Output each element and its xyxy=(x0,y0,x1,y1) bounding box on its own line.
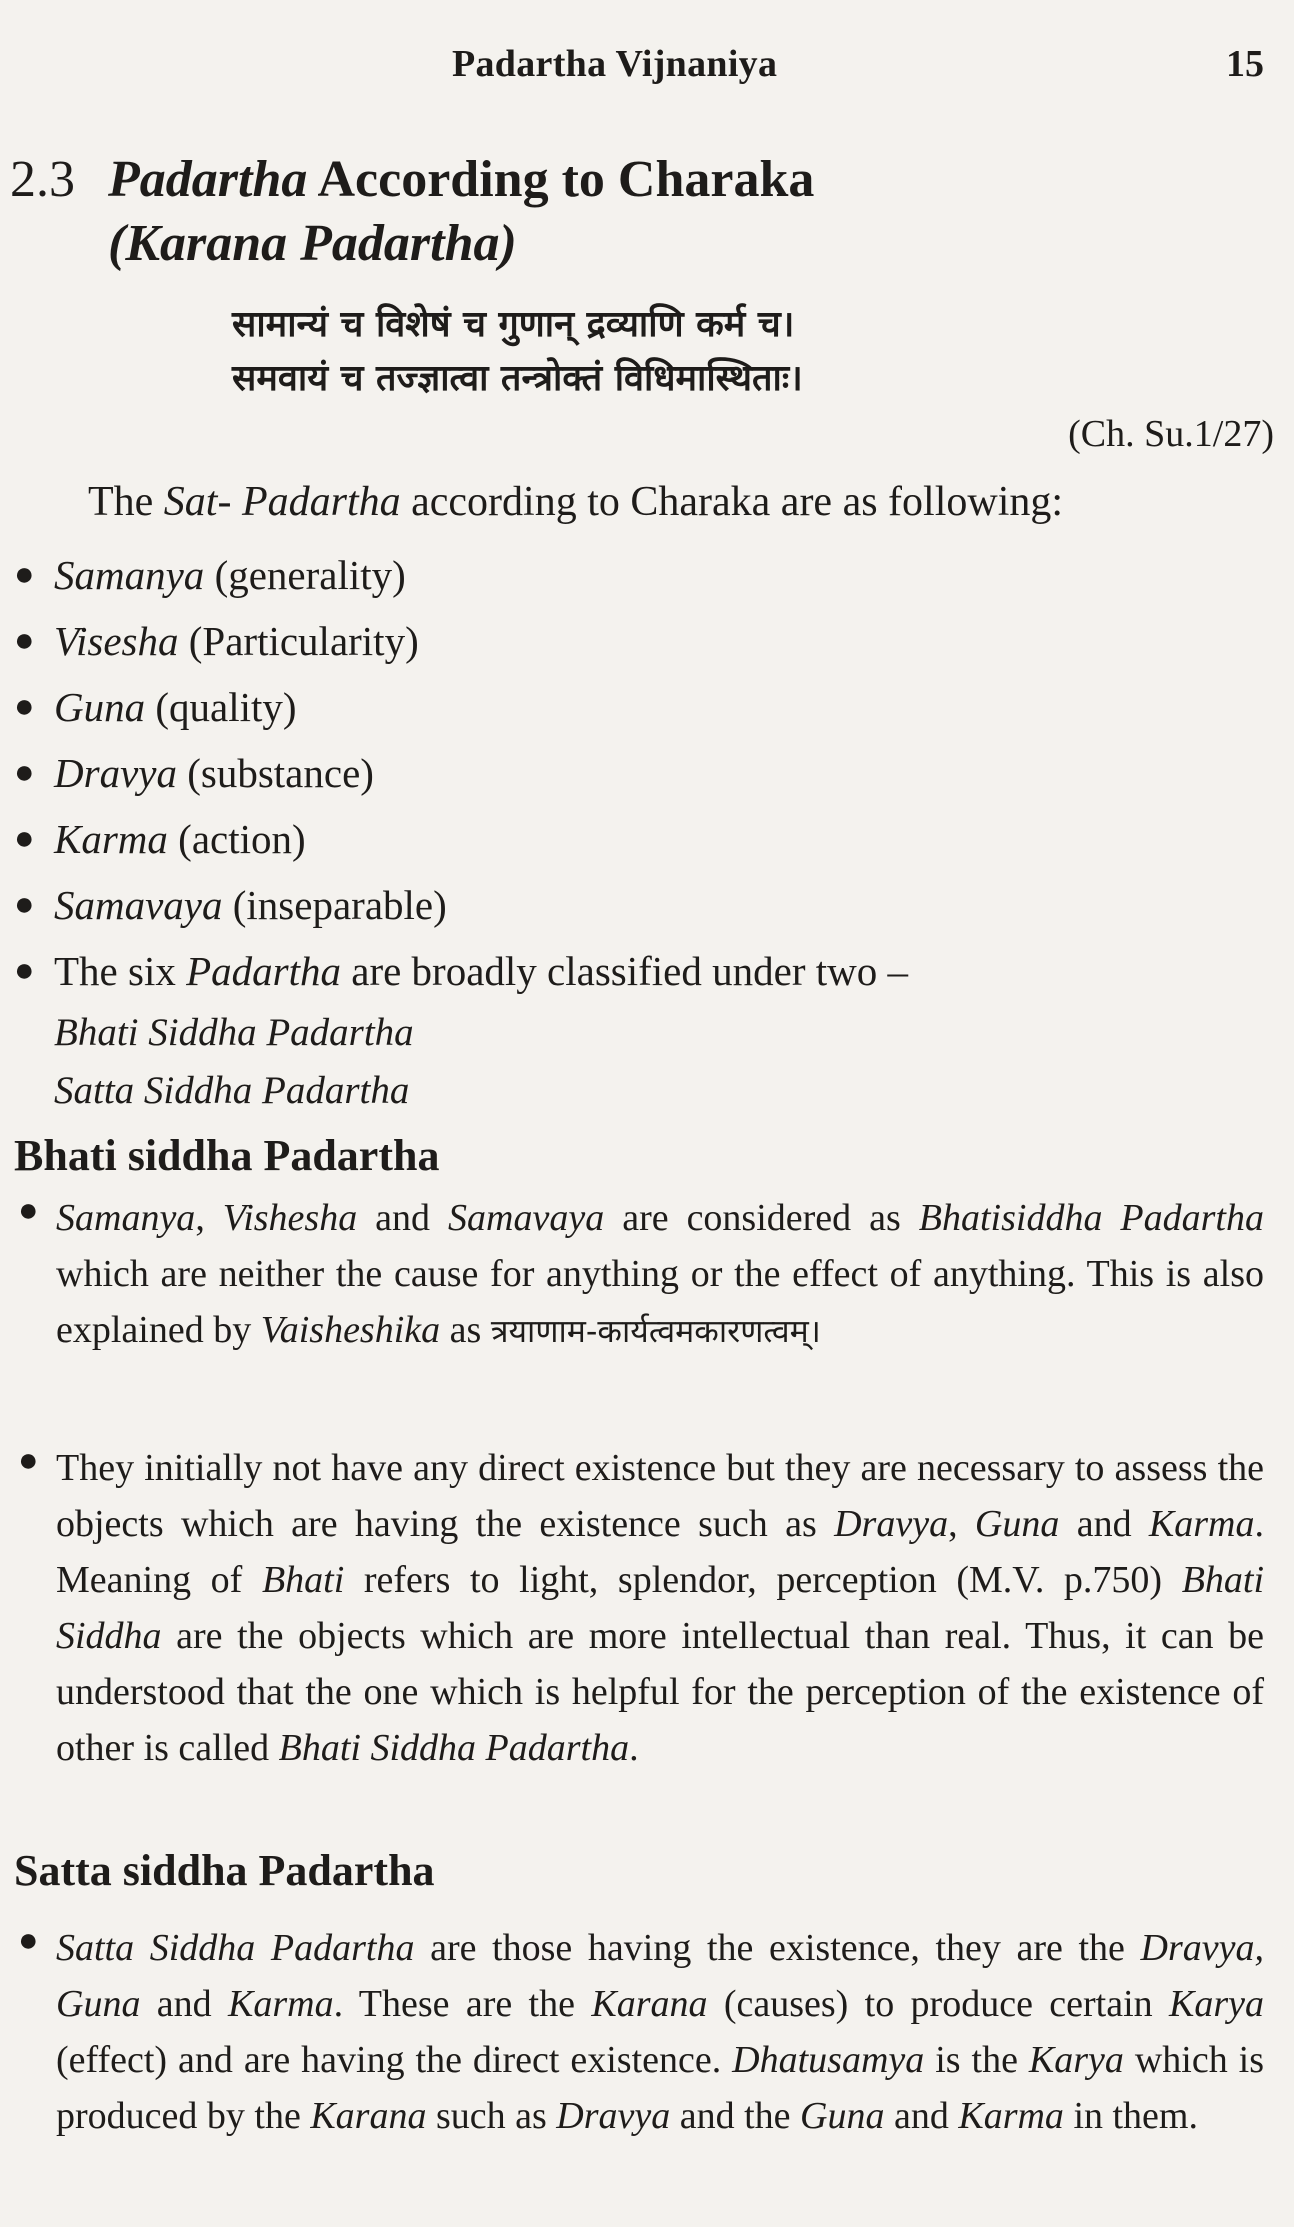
sanskrit-phrase: त्रयाणाम-कार्यत्वमकारणत्वम्। xyxy=(490,1312,821,1350)
list-item xyxy=(10,608,1260,674)
section-title xyxy=(10,148,814,276)
padartha-list xyxy=(10,542,1260,1120)
paragraph-text xyxy=(14,1440,1264,1776)
bullet-icon: ● xyxy=(18,1192,39,1229)
term: Dhatusamya xyxy=(732,2039,925,2081)
classification-post: are broadly classified under two – xyxy=(341,948,908,994)
text: They initially not have any direct existence but they are necessary to assess the objects which are having the existence such as xyxy=(56,1447,1264,1545)
section-title-rest: According to Charaka xyxy=(307,151,815,208)
text: and xyxy=(357,1197,449,1239)
running-head: Padartha Vijnaniya xyxy=(452,43,778,85)
text: are the objects which are more intellectual than real. Thus, it can be understood that the one which is helpful for the perception of the existence of other is called xyxy=(56,1615,1264,1769)
bhati-paragraph-1 xyxy=(14,1190,1264,1359)
list-item xyxy=(10,872,1260,938)
list-item xyxy=(10,542,1260,608)
intro-pre: The xyxy=(88,479,164,525)
verse-citation: (Ch. Su.1/27) xyxy=(1068,413,1274,455)
list-item xyxy=(10,674,1260,740)
term: Karya xyxy=(1028,2039,1124,2081)
term: Bhatisiddha Padartha xyxy=(918,1197,1264,1239)
verse-line-1: सामान्यं च विशेषं च गुणान् द्रव्याणि कर्म च। xyxy=(232,304,795,345)
term: Bhati Siddha Padartha xyxy=(278,1727,630,1769)
text: as xyxy=(440,1309,491,1351)
term: Vishesha xyxy=(222,1197,358,1239)
bullet-icon: ● xyxy=(18,1442,39,1479)
text: which is produced by the xyxy=(56,2039,1264,2137)
list-term: Guna xyxy=(54,684,146,730)
text: in them. xyxy=(1063,2095,1198,2137)
bullet-icon: ● xyxy=(18,1922,39,1959)
list-term: Samavaya xyxy=(54,882,223,928)
term: Karana xyxy=(591,1983,708,2025)
text: , xyxy=(195,1197,223,1239)
term: Karma xyxy=(228,1983,334,2025)
text: is the xyxy=(924,2039,1029,2081)
text: . xyxy=(629,1727,639,1769)
list-term: Visesha xyxy=(54,618,179,664)
list-gloss: (quality) xyxy=(145,684,297,730)
list-item xyxy=(10,806,1260,872)
text: which are neither the cause for anything or the effect of anything. This is also explained by xyxy=(56,1253,1264,1351)
verse-line-2: समवायं च तज्ज्ञात्वा तन्त्रोक्तं विधिमास्थिताः। xyxy=(232,358,803,399)
classification-pre: The six xyxy=(54,948,187,994)
term: Vaisheshika xyxy=(260,1309,441,1351)
term: Dravya xyxy=(556,2095,671,2137)
term: Bhati Siddha xyxy=(56,1559,1265,1657)
section-number: 2.3 xyxy=(10,151,75,208)
classification-subitem: Bhati Siddha Padartha xyxy=(54,1011,414,1054)
list-gloss: (substance) xyxy=(176,750,374,796)
text: . These are the xyxy=(333,1983,592,2025)
list-gloss: (action) xyxy=(167,816,306,862)
term: Samavaya xyxy=(448,1197,605,1239)
text: are those having the existence, they are the xyxy=(414,1927,1141,1969)
term: Karana xyxy=(310,2095,427,2137)
satta-heading: Satta siddha Padartha xyxy=(14,1846,435,1895)
term: Dravya, Guna xyxy=(56,1927,1264,2025)
page-number: 15 xyxy=(1226,43,1264,85)
intro-post: according to Charaka are as following: xyxy=(400,479,1064,525)
bullet-icon: ● xyxy=(14,688,35,725)
term: Guna xyxy=(800,2095,885,2137)
term: Karma xyxy=(958,2095,1064,2137)
text: and xyxy=(1059,1503,1149,1545)
bullet-icon: ● xyxy=(14,952,35,989)
bullet-icon: ● xyxy=(14,622,35,659)
term: Guna xyxy=(974,1503,1060,1545)
section-subtitle xyxy=(10,212,814,276)
list-gloss: (inseparable) xyxy=(222,882,447,928)
list-gloss: (Particularity) xyxy=(178,618,419,664)
paragraph-text xyxy=(14,1920,1264,2144)
text: and xyxy=(140,1983,229,2025)
bhati-heading: Bhati siddha Padartha xyxy=(14,1131,440,1180)
term: Satta Siddha Padartha xyxy=(56,1927,415,1969)
text: refers to light, splendor, perception (M.V. p.750) xyxy=(344,1559,1182,1601)
text: such as xyxy=(426,2095,557,2137)
text: and xyxy=(884,2095,959,2137)
intro-sentence xyxy=(88,478,1063,526)
term: Karma xyxy=(1148,1503,1255,1545)
list-term: Dravya xyxy=(54,750,177,796)
bullet-icon: ● xyxy=(14,886,35,923)
paragraph-text xyxy=(14,1190,1264,1359)
classification-item xyxy=(10,938,1260,1004)
text: (effect) and are having the direct existence. xyxy=(56,2039,733,2081)
text: , xyxy=(948,1503,975,1545)
list-term: Karma xyxy=(54,816,168,862)
intro-term: Sat- Padartha xyxy=(163,479,401,525)
section-subtitle-text: (Karana Padartha) xyxy=(108,215,517,272)
bullet-icon: ● xyxy=(14,556,35,593)
bullet-icon: ● xyxy=(14,820,35,857)
text: . Meaning of xyxy=(56,1503,1264,1601)
text: and the xyxy=(670,2095,801,2137)
text: are considered as xyxy=(604,1197,919,1239)
bhati-paragraph-2 xyxy=(14,1440,1264,1776)
list-term: Samanya xyxy=(54,552,205,598)
term: Karya xyxy=(1169,1983,1265,2025)
bullet-icon: ● xyxy=(14,754,35,791)
text: (causes) to produce certain xyxy=(707,1983,1170,2025)
classification-term: Padartha xyxy=(186,948,341,994)
section-title-italic: Padartha xyxy=(108,151,308,208)
term: Samanya xyxy=(56,1197,196,1239)
term: Bhati xyxy=(261,1559,345,1601)
term: Dravya xyxy=(834,1503,949,1545)
classification-subitems xyxy=(10,1004,1260,1120)
list-gloss: (generality) xyxy=(204,552,406,598)
list-item xyxy=(10,740,1260,806)
satta-paragraph-1 xyxy=(14,1920,1264,2144)
classification-subitem: Satta Siddha Padartha xyxy=(54,1069,410,1112)
